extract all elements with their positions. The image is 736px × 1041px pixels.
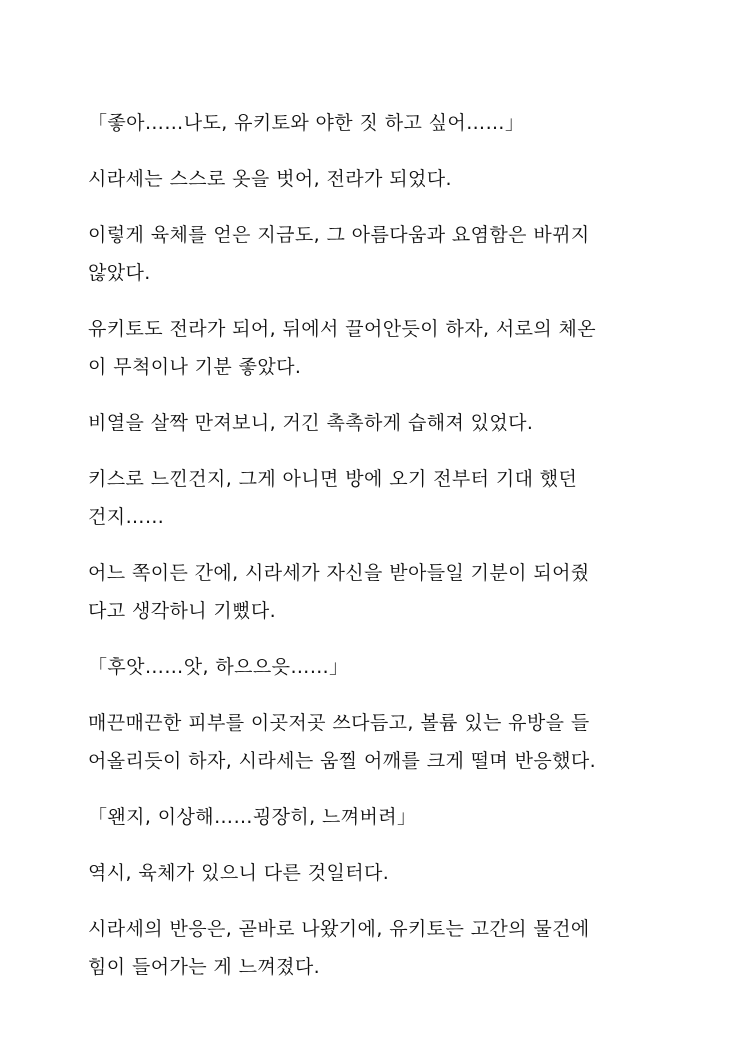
text-line: 시라세는 스스로 옷을 벗어, 전라가 되었다. (88, 168, 452, 190)
paragraph-11 (88, 854, 650, 892)
text-line: 다고 생각하니 기뻤다. (88, 600, 277, 622)
paragraph-8 (88, 648, 650, 686)
text-line: 매끈매끈한 피부를 이곳저곳 쓰다듬고, 볼륨 있는 유방을 들 (88, 712, 590, 734)
text-line: 「후앗……앗, 하으으읏……」 (88, 656, 349, 678)
paragraph-12 (88, 910, 650, 986)
text-line: 키스로 느낀건지, 그게 아니면 방에 오기 전부터 기대 했던 (88, 468, 578, 490)
text-line: 비열을 살짝 만져보니, 거긴 촉촉하게 습해져 있었다. (88, 412, 534, 434)
paragraph-5 (88, 404, 650, 442)
text-line: 어올리듯이 하자, 시라세는 움찔 어깨를 크게 떨며 반응했다. (88, 750, 597, 772)
text-line: 역시, 육체가 있으니 다른 것일터다. (88, 862, 390, 884)
text-line: 건지…… (88, 506, 165, 528)
paragraph-3 (88, 216, 650, 292)
text-line: 어느 쪽이든 간에, 시라세가 자신을 받아들일 기분이 되어줬 (88, 562, 590, 584)
text-line: 힘이 들어가는 게 느껴졌다. (88, 956, 321, 978)
text-line: 않았다. (88, 262, 151, 284)
paragraph-2 (88, 160, 650, 198)
paragraph-10 (88, 798, 650, 836)
text-line: 「왠지, 이상해……굉장히, 느껴버려」 (88, 806, 417, 828)
paragraph-1 (88, 104, 650, 142)
text-line: 시라세의 반응은, 곧바로 나왔기에, 유키토는 고간의 물건에 (88, 918, 590, 940)
paragraph-6 (88, 460, 650, 536)
text-line: 이렇게 육체를 얻은 지금도, 그 아름다움과 요염함은 바뀌지 (88, 224, 590, 246)
paragraph-7 (88, 554, 650, 630)
text-line: 「좋아……나도, 유키토와 야한 짓 하고 싶어……」 (88, 112, 525, 134)
text-line: 이 무척이나 기분 좋았다. (88, 356, 302, 378)
text-line: 유키토도 전라가 되어, 뒤에서 끌어안듯이 하자, 서로의 체온 (88, 318, 597, 340)
paragraph-4 (88, 310, 650, 386)
paragraph-9 (88, 704, 650, 780)
